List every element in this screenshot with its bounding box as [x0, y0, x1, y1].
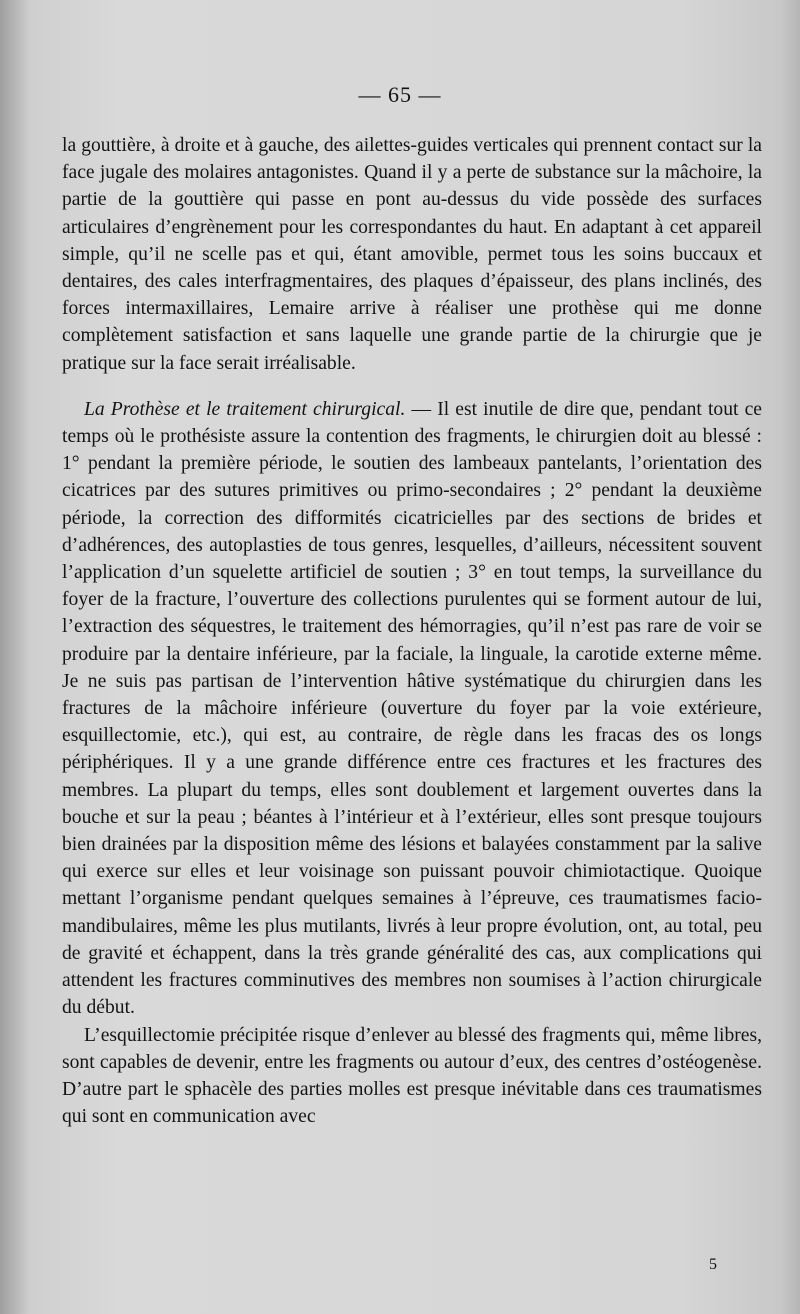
- paragraph-3: L’esquillectomie précipitée risque d’enlever au blessé des fragments qui, même libres, sont capables de devenir, entre les fragments ou autour d’eux, des centres d’ostéogenèse. D’autre part le sphacèle des parties molles est presque inévitable dans ces traumatismes qui sont en communication avec: [62, 1024, 762, 1128]
- section-heading: La Prothèse et le traitement chirurgical.: [84, 398, 406, 420]
- paragraph-1: la gouttière, à droite et à gauche, des ailettes-guides verticales qui prennent contact sur la face jugale des molaires antagonistes. Quand il y a perte de substance sur la mâchoire, la partie de la gouttière qui passe en pont au-dessus du vide possède des surfaces articulaires d’engrènement pour les correspondantes du haut. En adaptant à cet appareil simple, qu’il ne scelle pas et qui, étant amovible, permet tous les soins buccaux et dentaires, des cales interfragmentaires, des plaques d’épaisseur, des plans inclinés, des forces intermaxillaires, Lemaire arrive à réaliser une prothèse qui me donne complètement satisfaction et sans laquelle une grande partie de la chirurgie que je pratique sur la face serait irréalisable.: [62, 135, 762, 374]
- page-number: — 65 —: [358, 82, 442, 107]
- paragraph-2: [62, 396, 762, 1022]
- signature-mark: 5: [709, 1256, 717, 1273]
- paragraph-2-body: — Il est inutile de dire que, pendant tout ce temps où le prothésiste assure la contention des fragments, le chirurgien doit au blessé : 1° pendant la première période, le soutien des lambeaux pantelants, l’orientation des cicatrices par des sutures primitives ou primo-secondaires ; 2° pendant la deuxième période, la correction des difformités cicatricielles par des sections de brides et d’adhérences, des autoplasties de tous genres, lesquelles, d’ailleurs, nécessitent souvent l’application d’un squelette artificiel de soutien ; 3° en tout temps, la surveillance du foyer de la fracture, l’ouverture des collections purulentes qui se forment autour de lui, l’extraction des séquestres, le traitement des hémorragies, qu’il n’est pas rare de voir se produire par la dentaire inférieure, par la faciale, la linguale, la carotide externe même. Je ne suis pas partisan de l’intervention hâtive systématique du chirurgien dans les fractures de la mâchoire inférieure (ouverture du foyer par la voie extérieure, esquillectomie, etc.), qui est, au contraire, de règle dans les fracas des os longs périphériques. Il y a une grande différence entre ces fractures et les fractures des membres. La plupart du temps, elles sont doublement et largement ouvertes dans la bouche et sur la peau ; béantes à l’intérieur et à l’extérieur, elles sont presque toujours bien drainées par la disposition même des lésions et balayées constamment par la salive qui exerce sur elles et leur voisinage son puissant pouvoir chimiotactique. Quoique mettant l’organisme pendant quelques semaines à l’épreuve, ces traumatismes facio-mandibulaires, même les plus mutilants, livrés à leur propre évolution, ont, au total, peu de gravité et échappent, dans la très grande généralité des cas, aux complications qui attendent les fractures comminutives des membres non soumises à l’action chirurgicale du début.: [62, 398, 762, 1019]
- body-text: [62, 132, 762, 1130]
